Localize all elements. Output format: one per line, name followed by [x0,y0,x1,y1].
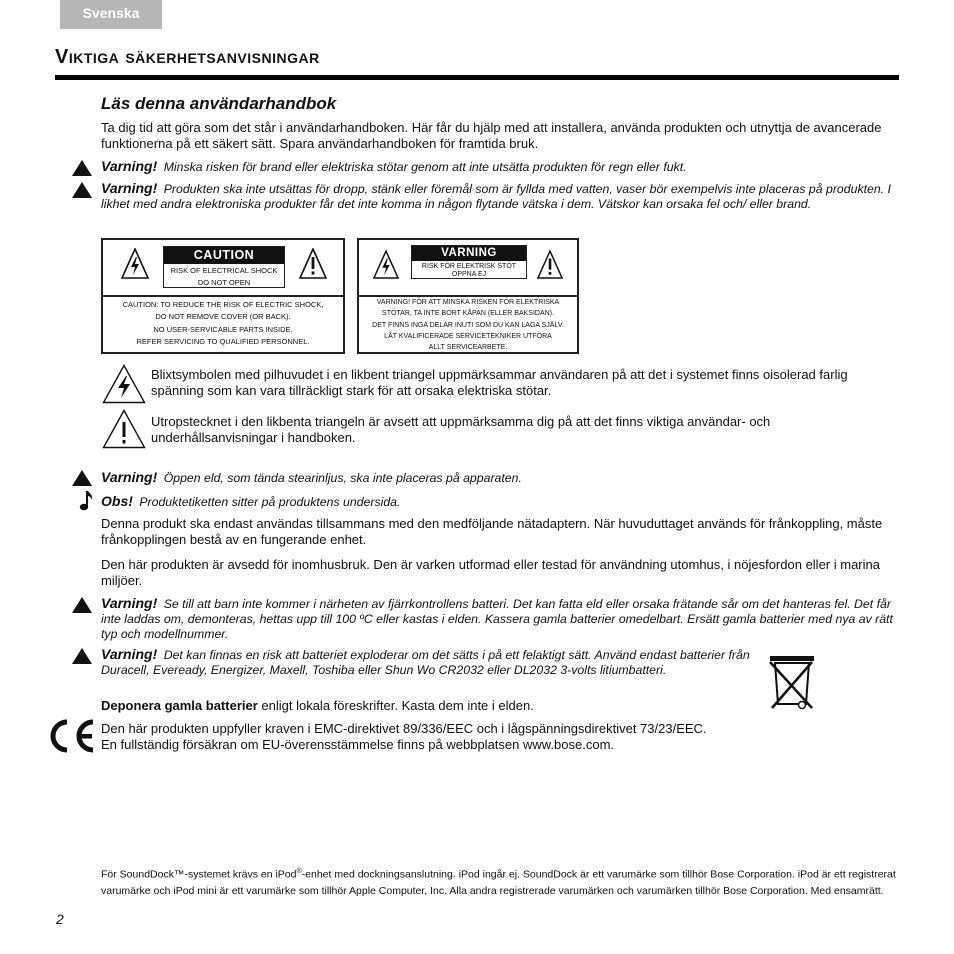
caution-heading: CAUTION [164,247,284,264]
obs-note [101,494,899,510]
battery-disposal [101,698,899,714]
lightning-triangle-icon [373,250,399,280]
warning-triangle-icon [72,182,92,198]
warning-5 [101,647,751,678]
section-subtitle: Läs denna användarhandbok [101,94,337,113]
warning-text: Öppen eld, som tända stearinljus, ska inte placeras på apparaten. [163,471,522,485]
varning-line: LÅT KVALIFICERADE SERVICETEKNIKER UTFÖRA [384,332,552,340]
caution-line: REFER SERVICING TO QUALIFIED PERSONNEL. [136,336,310,346]
ce-mark-icon [46,718,98,754]
varning-text [359,297,577,353]
exclamation-triangle-icon [299,248,327,280]
battery-disposal-bold: Deponera gamla batterier [101,698,258,713]
warning-3 [101,470,899,486]
varning-sub-1: RISK FÖR ELEKTRISK STÖT [421,263,517,270]
music-note-icon [78,490,94,512]
lightning-explanation: Blixtsymbolen med pilhuvudet i en likbent triangel uppmärksammar användaren på att det i systemet finns oisolerad farlig spänning som kan vara tillräckligt stark för att orsaka elektriska stötar. [151,367,848,398]
warning-triangle-icon [72,597,92,613]
lightning-triangle-icon [102,364,146,404]
caution-heading-box [163,246,285,288]
varning-label-top [359,240,577,297]
intro-paragraph: Ta dig tid att göra som det står i användarhandboken. Här får du hjälp med att installera, använda produkten och utnyttja de avancerade funktionerna på ett säkert sätt. Spara användarhandboken för framtida bruk. [101,120,882,151]
trademark-footnote [101,864,901,899]
varning-sub-2: ÖPPNA EJ [451,271,487,278]
lightning-triangle-icon [121,248,149,280]
obs-label: Obs! [101,493,133,509]
page-number: 2 [56,911,64,927]
caution-text [103,299,343,348]
varning-line: STÖTAR, TA INTE BORT KÅPAN (ELLER BAKSIDAN). [382,310,554,318]
caution-line: DO NOT REMOVE COVER (OR BACK). [155,312,291,322]
warning-2 [101,181,899,212]
footnote-part-b: -enhet med dockningsanslutning. iPod ingår ej. SoundDock är ett varumärke som tillhör Bose Corporation. iPod är ett registrerat varumärke och iPod mini är ett varumärke som tillhör Apple Computer, Inc. Alla andra registrerade varumärken och varumärken tillhör Bose Corporation. Med ensamrätt. [101,868,896,897]
warning-text: Minska risken för brand eller elektriska stötar genom att inte utsätta produkten för regn eller fukt. [163,160,687,174]
warning-label: Varning! [101,469,158,485]
ce-line-2: En fullständig försäkran om EU-överensstämmelse finns på webbplatsen www.bose.com. [101,737,615,752]
registered-mark: ® [296,868,302,875]
caution-label-top [103,240,343,297]
warning-triangle-icon [72,160,92,176]
language-tab: Svenska [60,0,162,29]
warning-triangle-icon [72,470,92,486]
warning-1 [101,159,899,175]
caution-label [101,238,345,354]
footnote-part-a: För SoundDock™-systemet krävs en iPod [101,868,297,881]
indoor-paragraph: Den här produkten är avsedd för inomhusbruk. Den är varken utformad eller testad för användning utomhus, i nöjesfordon eller i marina miljöer. [101,557,880,588]
warning-label: Varning! [101,646,158,662]
exclamation-triangle-icon [537,250,563,280]
varning-heading-box [411,245,527,279]
caution-line: CAUTION: TO REDUCE THE RISK OF ELECTRIC SHOCK, [122,300,324,309]
title-rule [55,75,899,80]
warning-triangle-icon [72,648,92,664]
varning-label [357,238,579,354]
exclamation-triangle-icon [102,409,146,449]
exclamation-explanation: Utropstecknet i den likbenta triangeln är avsett att uppmärksamma dig på att det finns viktiga användar- och underhållsanvisningar i handboken. [151,414,771,445]
ce-line-1: Den här produkten uppfyller kraven i EMC-direktivet 89/336/EEC och i lågspänningsdirektivet 73/23/EEC. [101,721,707,736]
battery-disposal-rest: enligt lokala föreskrifter. Kasta dem inte i elden. [257,698,534,713]
caution-sub-1: RISK OF ELECTRICAL SHOCK [170,266,278,275]
varning-heading: VARNING [412,246,526,261]
caution-line: NO USER-SERVICABLE PARTS INSIDE. [153,324,293,334]
varning-line: ALLT SERVICEARBETE. [428,344,508,352]
warning-text: Det kan finnas en risk att batteriet exploderar om det sätts i på ett felaktigt sätt. Använd endast batterier från Duracell, Eveready, Energizer, Maxell, Toshiba eller Shun Wo CR2032 eller DL2032 3-volts litiumbatteri. [101,648,750,677]
varning-line: DET FINNS INGA DELAR INUTI SOM DU KAN LAGA SJÄLV. [372,321,564,329]
page-title: Viktiga säkerhetsanvisningar [55,46,320,68]
warning-text: Produkten ska inte utsättas för dropp, stänk eller föremål som är fyllda med vatten, vaser bör exempelvis inte placeras på produkten. I likhet med andra elektroniska produkter får det inte komma in någon flytande vätska i dem. Vätskor kan orsaka fel och/ eller brand. [101,182,891,211]
warning-label: Varning! [101,158,158,174]
caution-sub-2: DO NOT OPEN [197,278,251,287]
warning-4 [101,596,899,642]
warning-text: Se till att barn inte kommer i närheten av fjärrkontrollens batteri. Det kan fatta eld eller orsaka frätande sår om det hanteras fel. Det får inte laddas om, demonteras, hettas upp till 100 ºC eller kastas i elden. Kassera gamla batterier omedelbart. Ersätt gamla batterier med nya av rätt typ och modellnummer. [101,597,893,641]
obs-text: Produktetiketten sitter på produktens undersida. [139,495,401,509]
warning-label: Varning! [101,180,158,196]
adapter-paragraph: Denna produkt ska endast användas tillsammans med den medföljande nätadaptern. När huvuduttaget används för frånkoppling, måste frånkopplingen bestå av en fungerande enhet. [101,516,883,547]
warning-label: Varning! [101,595,158,611]
varning-line: VARNING! FÖR ATT MINSKA RISKEN FÖR ELEKTRISKA [376,299,560,306]
